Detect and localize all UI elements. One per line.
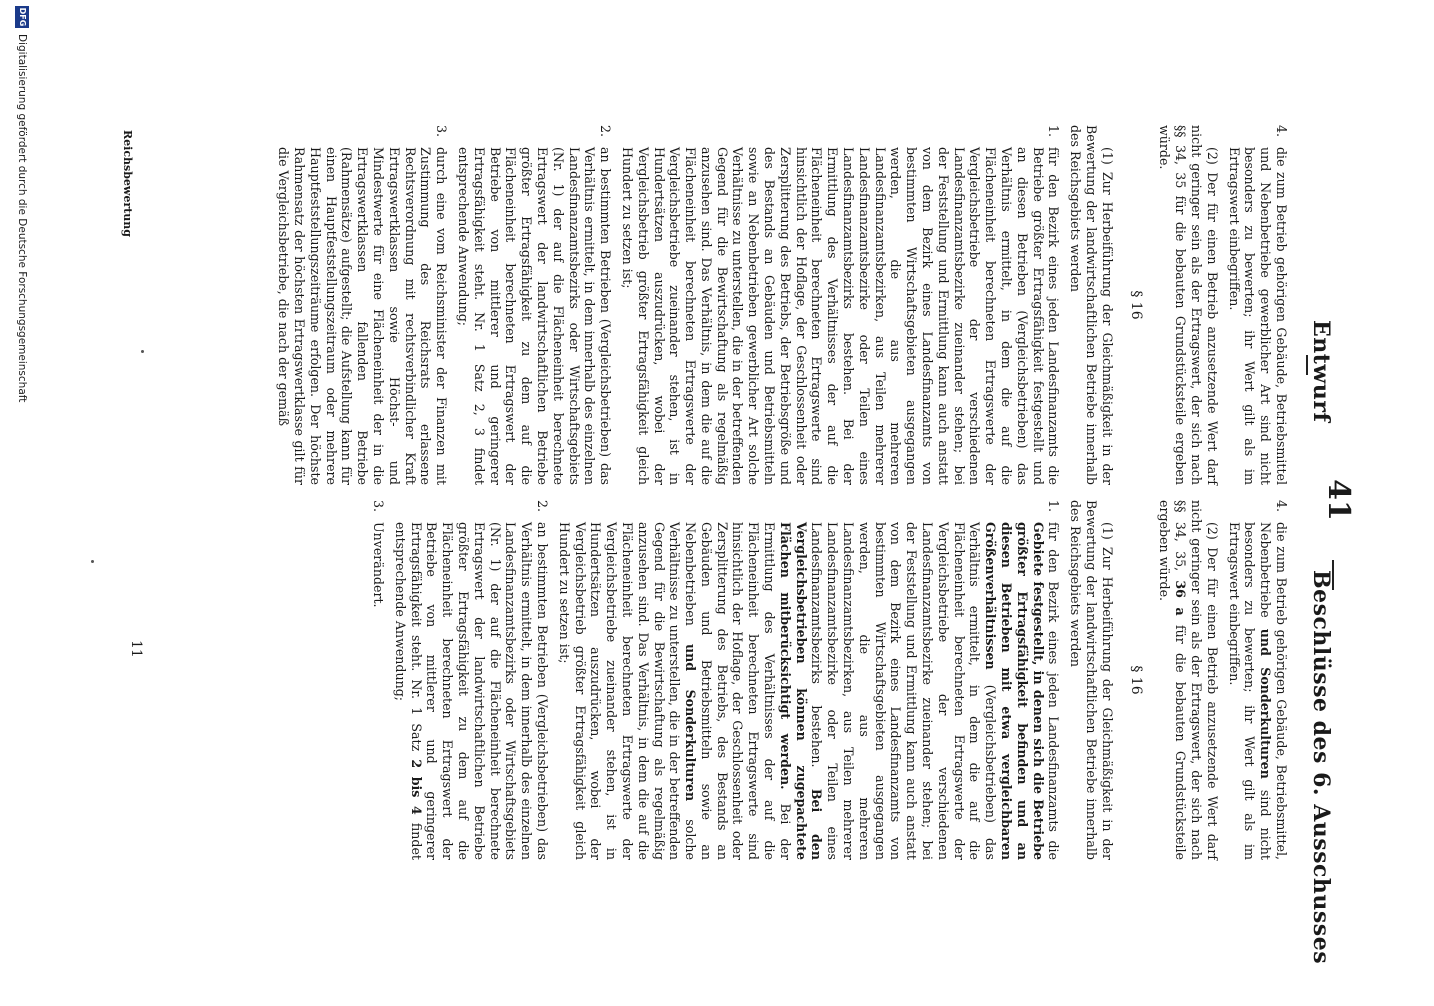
item-number: 2. bbox=[534, 500, 550, 513]
right-paragraph-2-c: für die bebauten Grundstücksteile ergeben würde. bbox=[1157, 500, 1189, 860]
item-number: 4. bbox=[1274, 500, 1289, 513]
right-paragraph-2-a: (2) Der für einen Betrieb anzusetzende Wert darf nicht geringer sein als der Ertragswert, der sich nach §§ 34, 35, bbox=[1173, 500, 1220, 860]
right-item-1-bold-b: Gebiete festgestellt, in denen sich die Betriebe größter Ertragsfähigkeit befinden und an diesen Betrieben mit etwa vergleichbaren Größenverhältnissen bbox=[983, 522, 1046, 860]
left-section-heading: § 16 bbox=[1127, 290, 1144, 320]
dfg-logo-icon: DFG bbox=[15, 6, 29, 28]
right-paragraph-2 bbox=[1157, 500, 1220, 860]
right-item-1-text-g: solche Verhältnisse zu unterstellen, die in der betreffenden Gegend für die Bewirtschaftung als regelmäßig anzusehen sind. Das Verhältnis, in dem die auf die Flächeneinheit berechneten Ertragswerte der Vergleichsbetriebe zueinander stehen, ist in Hundertsätzen auszudrücken, wobei der Vergleichsbetrieb größter Ertragsfähigkeit gleich Hundert zu setzen ist; bbox=[556, 522, 699, 860]
left-column-title: Entwurf bbox=[1308, 320, 1334, 423]
right-intro: (1) Zur Herbeiführung der Gleichmäßigkeit in der Bewertung der landwirtschaftlichen Betriebe innerhalb des Reichsgebiets werden bbox=[1068, 500, 1115, 860]
item-number: 1. bbox=[1046, 500, 1062, 513]
scan-speck bbox=[141, 350, 144, 353]
right-item-1-text-e: Bei der Ermittlung des Verhältnisses der auf die Flächeneinheit berechneten Ertragswerte sind hinsichtlich der Hoflage, der Geschlossenheit oder Zersplitterung des Betriebs, des Bestands an Gebäuden und Betriebsmitteln sowie an Nebenbetrieben bbox=[683, 522, 793, 860]
left-intro: (1) Zur Herbeiführung der Gleichmäßigkeit in der Bewertung der landwirtschaftlichen Betriebe innerhalb des Reichsgebiets werden bbox=[1068, 125, 1115, 485]
right-paragraph-2-bold: 36 a bbox=[1173, 580, 1189, 616]
page-number: 41 bbox=[1321, 479, 1356, 521]
right-item-3-text: Unverändert. bbox=[370, 522, 386, 608]
scan-speck bbox=[91, 560, 94, 563]
left-item-2 bbox=[455, 125, 613, 485]
right-item-1-bold-f: und Sonderkulturen bbox=[683, 643, 699, 802]
right-item-1-text-c: (Vergleichsbetrieben) das Verhältnis ermittelt, in dem die auf die Flächeneinheit berechneten Ertragswerte der Vergleichsbetriebe der verschiedenen Landesfinanzamtsbezirke zueinander stehen; bei der Feststellung und Ermittlung kann auch anstatt von dem Bezirk eines Landesfinanzamts von bestimmten Wirtschaftsgebieten ausgegangen werden, die aus mehreren Landesfinanzamtsbezirken, aus Teilen mehrerer Landesfinanzamtsbezirke oder Teilen eines Landesfinanzamtsbezirks bestehen. bbox=[809, 522, 999, 860]
left-item-2-text: an bestimmten Betrieben (Vergleichsbetrieben) das Verhältnis ermittelt, in dem innerhalb des einzelnen Landesfinanzamtsbezirks oder Wirtschaftsgebiets (Nr. 1) der auf die Flächeneinheit berechnete Ertragswert der landwirtschaftlichen Betriebe größter Ertragsfähigkeit zu dem auf die Flächeneinheit berechneten Ertragswert der Betriebe von mittlerer und geringerer Ertragsfähigkeit steht. Nr. 1 Satz 2, 3 findet entsprechende Anwendung; bbox=[455, 147, 614, 485]
left-column bbox=[269, 125, 1289, 485]
footer-page-number: 11 bbox=[128, 640, 144, 658]
left-item-3 bbox=[275, 125, 449, 485]
right-item-1-text-a: für den Bezirk eines jeden Landesfinanzamts die bbox=[1046, 522, 1062, 860]
digitization-note bbox=[15, 0, 29, 1006]
right-item-3 bbox=[370, 500, 386, 860]
right-column-title: Beschlüsse des 6. Ausschusses bbox=[1308, 570, 1334, 965]
right-item-2-text-c: findet entsprechende Anwendung; bbox=[392, 522, 424, 860]
right-column bbox=[364, 500, 1289, 860]
right-section-heading: § 16 bbox=[1127, 665, 1144, 695]
left-item-1 bbox=[619, 125, 1061, 485]
right-item-4-text-a: die zum Betrieb gehörigen Gebäude, Betriebsmittel, Nebenbetriebe bbox=[1258, 522, 1289, 860]
item-number: 2. bbox=[598, 125, 614, 138]
item-number: 3. bbox=[370, 500, 386, 513]
item-number: 3. bbox=[434, 125, 450, 138]
left-paragraph-2: (2) Der für einen Betrieb anzusetzende Wert darf nicht geringer sein als der Ertragswert, der sich nach §§ 34, 35 für die bebauten Grundstücksteile ergeben würde. bbox=[1157, 125, 1220, 485]
footer-reference: Reichsbewertung bbox=[121, 130, 134, 237]
digitization-note-text: Digitalisierung gefördert durch die Deutsche Forschungsgemeinschaft bbox=[16, 34, 28, 403]
right-item-4-text-c: sind nicht besonders zu bewerten; ihr Wert gilt als im Ertragswert einbegriffen. bbox=[1226, 522, 1274, 860]
item-number: 4. bbox=[1274, 125, 1289, 138]
right-item-2-text-a: an bestimmten Betrieben (Vergleichsbetrieben) das Verhältnis ermittelt, in dem innerhalb des einzelnen Landesfinanzamtsbezirks oder Wirtschaftsgebiets (Nr. 1) der auf die Flächeneinheit berechnete Ertragswert der landwirtschaftlichen Betriebe größter Ertragsfähigkeit zu dem auf die Flächeneinheit berechneten Ertragswert der Betriebe von mittlerer und geringerer Ertragsfähigkeit steht. Nr. 1 Satz bbox=[408, 522, 550, 860]
right-item-1 bbox=[556, 500, 1062, 860]
right-item-1-bold-d: Bei den Vergleichsbetrieben können zugepachtete Flächen mitberücksichtigt werden. bbox=[777, 522, 825, 860]
left-item-4 bbox=[1226, 125, 1289, 485]
item-number: 1. bbox=[1046, 125, 1062, 138]
right-item-4 bbox=[1226, 500, 1289, 860]
left-item-4-text: die zum Betrieb gehörigen Gebäude, Betriebsmittel und Nebenbetriebe gewerblicher Art sind nicht besonders zu bewerten; ihr Wert gilt als im Ertragswert einbegriffen. bbox=[1226, 147, 1289, 485]
right-item-2 bbox=[392, 500, 550, 860]
right-item-2-bold: 2 bis 4 bbox=[408, 759, 424, 815]
left-item-3-text: durch eine vom Reichsminister der Finanzen mit Zustimmung des Reichsrats erlassene Rechtsverordnung mit rechtsverbindlicher Kraft Ertragswertklassen sowie Höchst- und Mindestwerte für eine Flächeneinheit der in die Ertragswertklassen fallenden Betriebe (Rahmensätze) aufgestellt; die Aufstellung kann für einen Hauptfeststellungszeitraum oder mehrere Hauptfeststellungszeiträume erfolgen. Der höchste Rahmensatz der höchsten Ertragswertklasse gilt für die Vergleichsbetriebe, die nach der gemäß bbox=[276, 147, 450, 485]
left-item-1-text: für den Bezirk eines jeden Landesfinanzamts die Betriebe größter Ertragsfähigkeit festgestellt und an diesen Betrieben (Vergleichsbetrieben) das Verhältnis ermittelt, in dem die auf die Flächeneinheit berechneten Ertragswerte der Vergleichsbetriebe der verschiedenen Landesfinanzamtsbezirke zueinander stehen; bei der Feststellung und Ermittlung kann auch anstatt von dem Bezirk eines Landesfinanzamts von bestimmten Wirtschaftsgebieten ausgegangen werden, die aus mehreren Landesfinanzamtsbezirken, aus Teilen mehrerer Landesfinanzamtsbezirke oder Teilen eines Landesfinanzamtsbezirks bestehen. Bei der Ermittlung des Verhältnisses der auf die Flächeneinheit berechneten Ertragswerte sind hinsichtlich der Hoflage, der Geschlossenheit oder Zersplitterung des Betriebs, der Betriebsgröße und des Bestands an Gebäuden und Betriebsmitteln sowie an Nebenbetrieben gewerblicher Art solche Verhältnisse zu unterstellen, die in der betreffenden Gegend für die Bewirtschaftung als regelmäßig anzusehen sind. Das Verhältnis, in dem die auf die Flächeneinheit berechneten Ertragswerte der Vergleichsbetriebe zueinander stehen, ist in Hundertsätzen auszudrücken, wobei der Vergleichsbetrieb größter Ertragsfähigkeit gleich Hundert zu setzen ist; bbox=[619, 147, 1062, 485]
right-item-4-bold: und Sonderkulturen bbox=[1258, 628, 1274, 779]
